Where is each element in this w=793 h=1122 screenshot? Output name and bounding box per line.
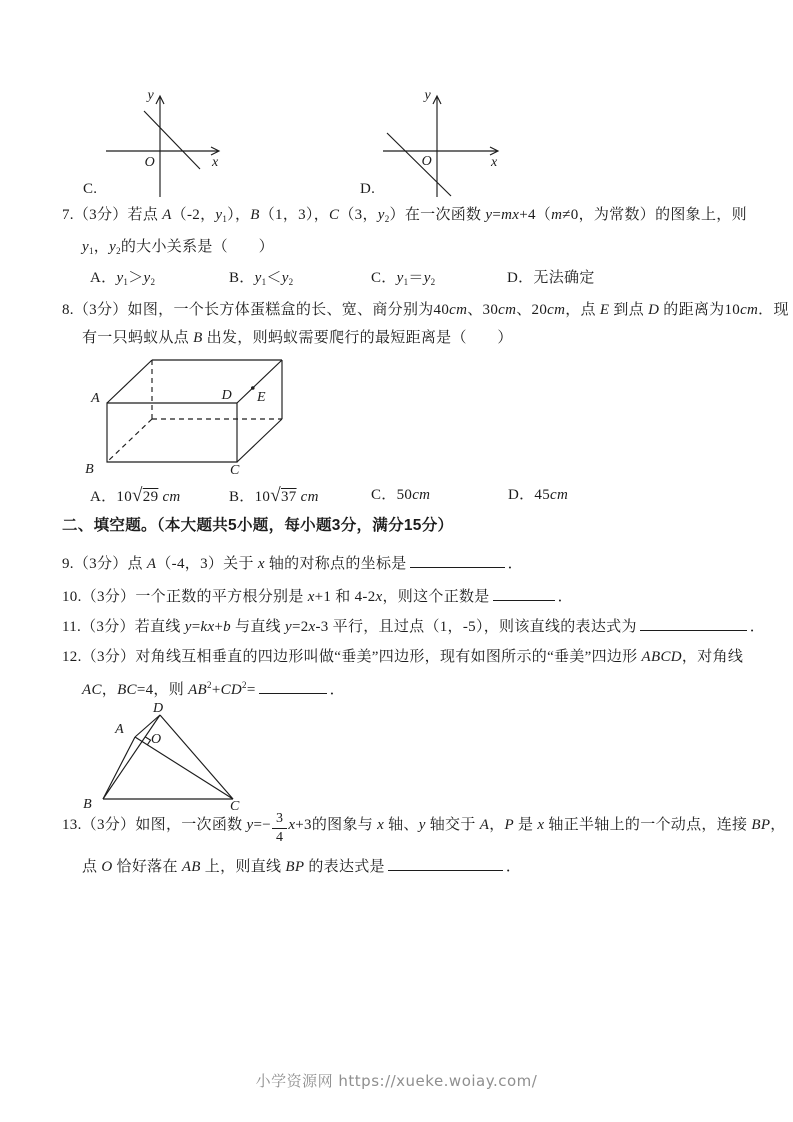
question-7-option-b: B．$y_1<y_2$ <box>229 270 294 287</box>
question-8-option-b: B．10√37 cm <box>229 485 319 506</box>
question-7-line-2: $y_1$，$y_2$的大小关系是（ ） <box>82 239 274 256</box>
point-e-dot <box>251 386 255 390</box>
front-face <box>107 403 237 462</box>
diagonal-bd <box>103 715 160 799</box>
x-axis-label: x <box>212 155 219 170</box>
question-8-line-2: 有一只蚂蚁从点 B 出发，则蚂蚁需要爬行的最短距离是（ ） <box>82 330 513 346</box>
section-2-title: 二、填空题。（本大题共5小题，每小题3分，满分15分） <box>62 517 454 534</box>
question-7-option-a: A．$y_1>y_2$ <box>90 270 156 287</box>
question-12-line-1: 12.（3分）对角线互相垂直的四边形叫做“垂美”四边形，现有如图所示的“垂美”四边形 ABCD，对角线 <box>62 649 744 665</box>
cuboid-figure <box>80 352 295 477</box>
origin-label: O <box>144 155 155 170</box>
question-10: 10.（3分）一个正数的平方根分别是 x+1 和 4-2x，则这个正数是 ． <box>62 586 573 608</box>
question-8-option-d: D．45cm <box>508 487 569 503</box>
point-e-label: E <box>257 390 266 405</box>
function-line <box>387 133 451 196</box>
graph-option-c <box>100 85 245 200</box>
side-ab <box>103 737 135 799</box>
option-c-letter: C. <box>83 181 98 197</box>
question-8-option-a: A．10√29 cm <box>90 485 181 506</box>
question-7-line-1: 7.（3分）若点 A（-2，$y_1$），B（1，3），C（3，$y_2$）在一次函数 y=mx+4（m≠0，为常数）的图象上，则 <box>62 207 747 224</box>
question-11: 11.（3分）若直线 y=kx+b 与直线 y=2x-3 平行，且过点（1，-5），则该直线的表达式为 ． <box>62 616 765 638</box>
origin-label: O <box>421 154 432 169</box>
diagonal-ac <box>135 737 233 799</box>
vertex-b-label: B <box>83 797 92 812</box>
vertex-a-label: A <box>115 722 124 737</box>
vertex-d-label: D <box>153 701 164 716</box>
footer-watermark: 小学资源网 https://xueke.woiay.com/ <box>255 1072 538 1090</box>
option-d-letter: D. <box>360 181 376 197</box>
question-7-option-c: C．$y_1=y_2$ <box>371 270 436 287</box>
point-o-label: O <box>151 732 162 747</box>
side-dc <box>160 715 233 799</box>
quadrilateral-figure <box>80 700 255 812</box>
hidden-bottom-left-edge <box>107 419 152 462</box>
vertex-c-label: C <box>230 799 240 814</box>
vertex-b-label: B <box>85 462 94 477</box>
vertex-d-label: D <box>221 388 232 403</box>
question-13-line-1: 13.（3分）如图，一次函数 y=− $\frac{3}{4}$ x+3的图象与 x 轴、y 轴交于 A，P 是 x 轴正半轴上的一个动点，连接 BP， <box>62 811 786 845</box>
vertex-c-label: C <box>230 463 240 478</box>
top-left-edge <box>107 360 152 403</box>
question-13-line-2: 点 O 恰好落在 AB 上，则直线 BP 的表达式是 ． <box>82 856 521 878</box>
vertex-a-label: A <box>91 391 100 406</box>
y-axis-label: y <box>424 88 431 103</box>
bottom-right-edge <box>237 419 282 462</box>
question-9: 9.（3分）点 A（-4，3）关于 x 轴的对称点的坐标是 ． <box>62 553 523 575</box>
question-7-option-d: D．无法确定 <box>507 270 595 286</box>
y-axis-label: y <box>147 88 154 103</box>
question-8-line-1: 8.（3分）如图，一个长方体蛋糕盒的长、宽、商分别为40cm、30cm、20cm，点 E 到点 D 的距离为10cm．现 <box>62 302 789 318</box>
question-8-option-c: C．50cm <box>371 487 431 503</box>
question-12-line-2: AC，BC=4，则 $AB^2+CD^2=$ ． <box>82 680 345 698</box>
graph-option-d <box>375 85 505 200</box>
x-axis-label: x <box>491 155 498 170</box>
